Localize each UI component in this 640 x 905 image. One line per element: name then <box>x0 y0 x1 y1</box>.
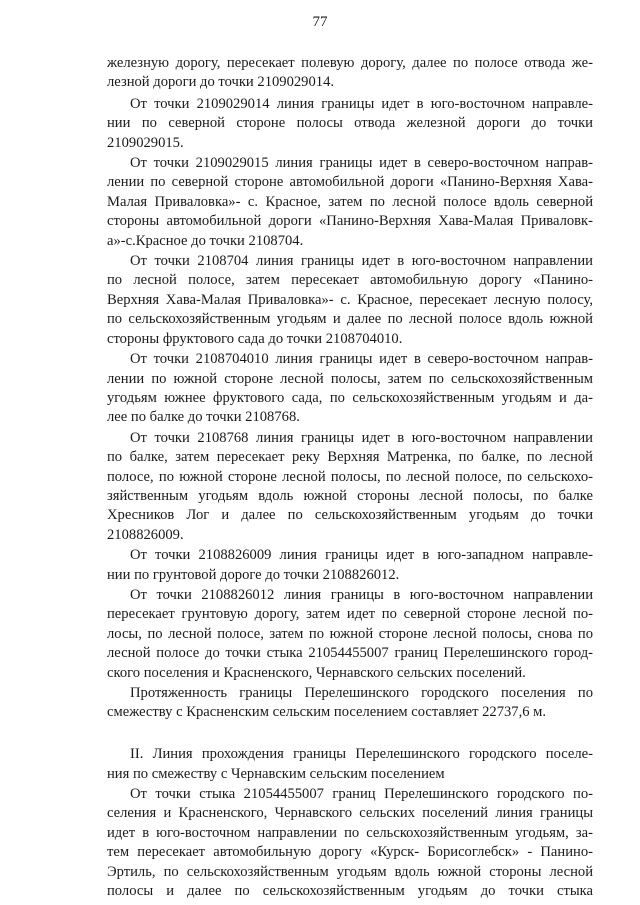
section-heading-line: ния по смежеству с Чернавским сельским поселением <box>107 765 445 782</box>
text-line: угодьям южнее фруктового сада, по сельскохозяйственным угодьям и да- <box>107 389 593 406</box>
text-line: лесной полосе до точки стыка 21054455007 границ Перелешинского город- <box>107 645 593 662</box>
text-line: Эртиль, по сельскохозяйственным угодьям вдоль южной стороны лесной <box>107 863 593 880</box>
text-line: пересекает грунтовую дорогу, затем идет по северной стороне лесной по- <box>107 606 593 623</box>
text-line: Верхняя Хава-Малая Приваловка»- с. Красное, пересекает лесную полосу, <box>107 291 593 308</box>
text-line: 2109029015. <box>107 134 184 151</box>
text-line: по лесной полосе, затем пересекает автомобильную дорогу «Панино- <box>107 272 593 289</box>
text-line: От точки 2108768 линия границы идет в юго-восточном направлении <box>130 429 593 446</box>
text-line: От точки 2109029014 линия границы идет в юго-восточном направле- <box>130 95 593 112</box>
text-line: по сельскохозяйственным угодьям и далее по лесной полосе вдоль южной <box>107 311 593 328</box>
text-line: Хресников Лог и далее по сельскохозяйственным угодьям до точки <box>107 507 593 524</box>
text-line: лосы, по лесной полосе, затем по южной стороне лесной полосы, снова по <box>107 625 593 642</box>
text-line: От точки 2108826012 линия границы в юго-восточном направлении <box>130 586 593 603</box>
text-line: стороны автомобильной дороги «Панино-Верхняя Хава-Малая Приваловк- <box>107 213 593 230</box>
text-line: нии по грунтовой дороге до точки 2108826012. <box>107 566 400 583</box>
text-line: нии по северной стороне полосы отвода железной дороги до точки <box>107 115 593 132</box>
text-line: железную дорогу, пересекает полевую дорогу, далее по полосе отвода же- <box>107 55 593 71</box>
text-line: ского поселения и Красненского, Чернавского сельских поселений. <box>107 664 526 681</box>
text-line: по балке, затем пересекает реку Верхняя Матренка, по балке, по лесной <box>107 449 593 466</box>
text-line: тем пересекает автомобильную дорогу «Курск- Борисоглебск» - Панино- <box>107 844 593 861</box>
text-line: От точки стыка 21054455007 границ Перелешинского городского по- <box>130 785 593 802</box>
text-line: От точки 2108704 линия границы идет в юго-восточном направлении <box>130 253 593 269</box>
section-heading-line: II. Линия прохождения границы Перелешинского городского поселе- <box>130 746 593 763</box>
text-line: смежеству с Красненским сельским поселением составляет 22737,6 м. <box>107 704 547 721</box>
text-line: идет в юго-восточном направлении по сельскохозяйственным угодьям, за- <box>107 824 593 841</box>
text-line: Протяженность границы Перелешинского городского поселения по <box>130 685 593 701</box>
text-line: лезной дороги до точки 2109029014. <box>107 74 335 91</box>
text-line: лее по балке до точки 2108768. <box>107 409 300 426</box>
text-line: лении по северной стороне автомобильной дороги «Панино-Верхняя Хава- <box>107 174 593 191</box>
text-line: стороны фруктового сада до точки 2108704010. <box>107 330 403 347</box>
text-line: а»-с.Красное до точки 2108704. <box>107 232 304 249</box>
page-number: 77 <box>312 14 328 30</box>
text-line: 2108826009. <box>107 526 184 543</box>
text-line: лении по южной стороне лесной полосы, затем по сельскохозяйственным <box>107 370 593 387</box>
text-line: Малая Приваловка»- с. Красное, затем по лесной полосе вдоль северной <box>107 193 593 210</box>
text-line: полосы и далее по сельскохозяйственным угодьям до точки стыка <box>107 883 593 899</box>
text-line: От точки 2108704010 линия границы идет в северо-восточном направ- <box>130 351 593 368</box>
text-line: От точки 2108826009 линия границы идет в юго-западном направле- <box>130 547 593 564</box>
text-line: полосе, по южной стороне лесной полосы, по лесной полосе, по сельскохо- <box>107 468 593 485</box>
text-line: зяйственным угодьям вдоль южной стороны лесной полосы, по балке <box>107 487 593 504</box>
text-line: селения и Красненского, Чернавского сельских поселений линия границы <box>107 805 593 822</box>
text-line: От точки 2109029015 линия границы идет в северо-восточном направ- <box>130 155 593 171</box>
